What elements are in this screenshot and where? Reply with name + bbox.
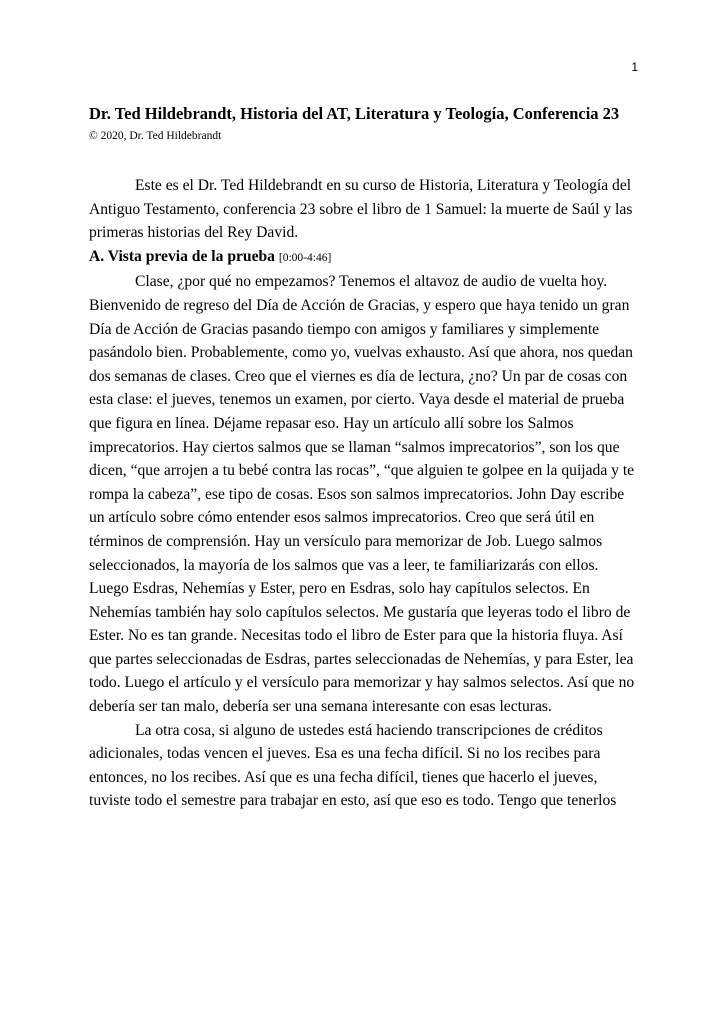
intro-section (89, 174, 637, 245)
section-heading-text: A. Vista previa de la prueba (89, 247, 275, 265)
document-body (89, 103, 637, 813)
body-paragraph: Clase, ¿por qué no empezamos? Tenemos el altavoz de audio de vuelta hoy. Bienvenido de regreso del Día de Acción de Gracias, y espero que haya tenido un gran Día de Acción de Gracias pasando tiempo con amigos y familiares y simplemente pasándolo bien. Probablemente, como yo, vuelvas exhausto. Así que ahora, nos quedan dos semanas de clases. Creo que el viernes es día de lectura, ¿no? Un par de cosas con esta clase: el jueves, tenemos un examen, por cierto. Vaya desde el material de prueba que figura en línea. Déjame repasar eso. Hay un artículo allí sobre los Salmos imprecatorios. Hay ciertos salmos que se llaman “salmos imprecatorios”, son los que dicen, “que arrojen a tu bebé contra las rocas”, “que alguien te golpee en la quijada y te rompa la cabeza”, ese tipo de cosas. Esos son salmos imprecatorios. John Day escribe un artículo sobre cómo entender esos salmos imprecatorios. Creo que será útil en términos de comprensión. Hay un versículo para memorizar de Job. Luego salmos seleccionados, la mayoría de los salmos que vas a leer, te familiarizarás con ellos. Luego Esdras, Nehemías y Ester, pero en Esdras, solo hay capítulos selectos. En Nehemías también hay solo capítulos selectos. Me gustaría que leyeras todo el libro de Ester. No es tan grande. Necesitas todo el libro de Ester para que la historia fluya. Así que partes seleccionadas de Esdras, partes seleccionadas de Nehemías, y para Ester, lea todo. Luego el artículo y el versículo para memorizar y hay salmos selectos. Así que no debería ser tan malo, debería ser una semana interesante con esas lecturas. (89, 273, 635, 716)
copyright-notice: © 2020, Dr. Ted Hildebrandt (89, 130, 222, 142)
intro-paragraph: Este es el Dr. Ted Hildebrandt en su curso de Historia, Literatura y Teología del Antiguo Testamento, conferencia 23 sobre el libro de 1 Samuel: la muerte de Saúl y las primeras historias del Rey David. (89, 177, 633, 242)
section-timestamp: [0:00-4:46] (278, 251, 332, 264)
section-heading (89, 245, 637, 271)
body-paragraph: La otra cosa, si alguno de ustedes está haciendo transcripciones de créditos adicionales, todas vencen el jueves. Esa es una fecha difícil. Si no los recibes para entonces, no los recibes. Así que es una fecha difícil, tienes que hacerlo el jueves, tuviste todo el semestre para trabajar en esto, así que eso es todo. Tengo que tenerlos (89, 721, 617, 810)
document-title: Dr. Ted Hildebrandt, Historia del AT, Literatura y Teología, Conferencia 23 (89, 104, 620, 123)
page-number: 1 (631, 60, 638, 74)
